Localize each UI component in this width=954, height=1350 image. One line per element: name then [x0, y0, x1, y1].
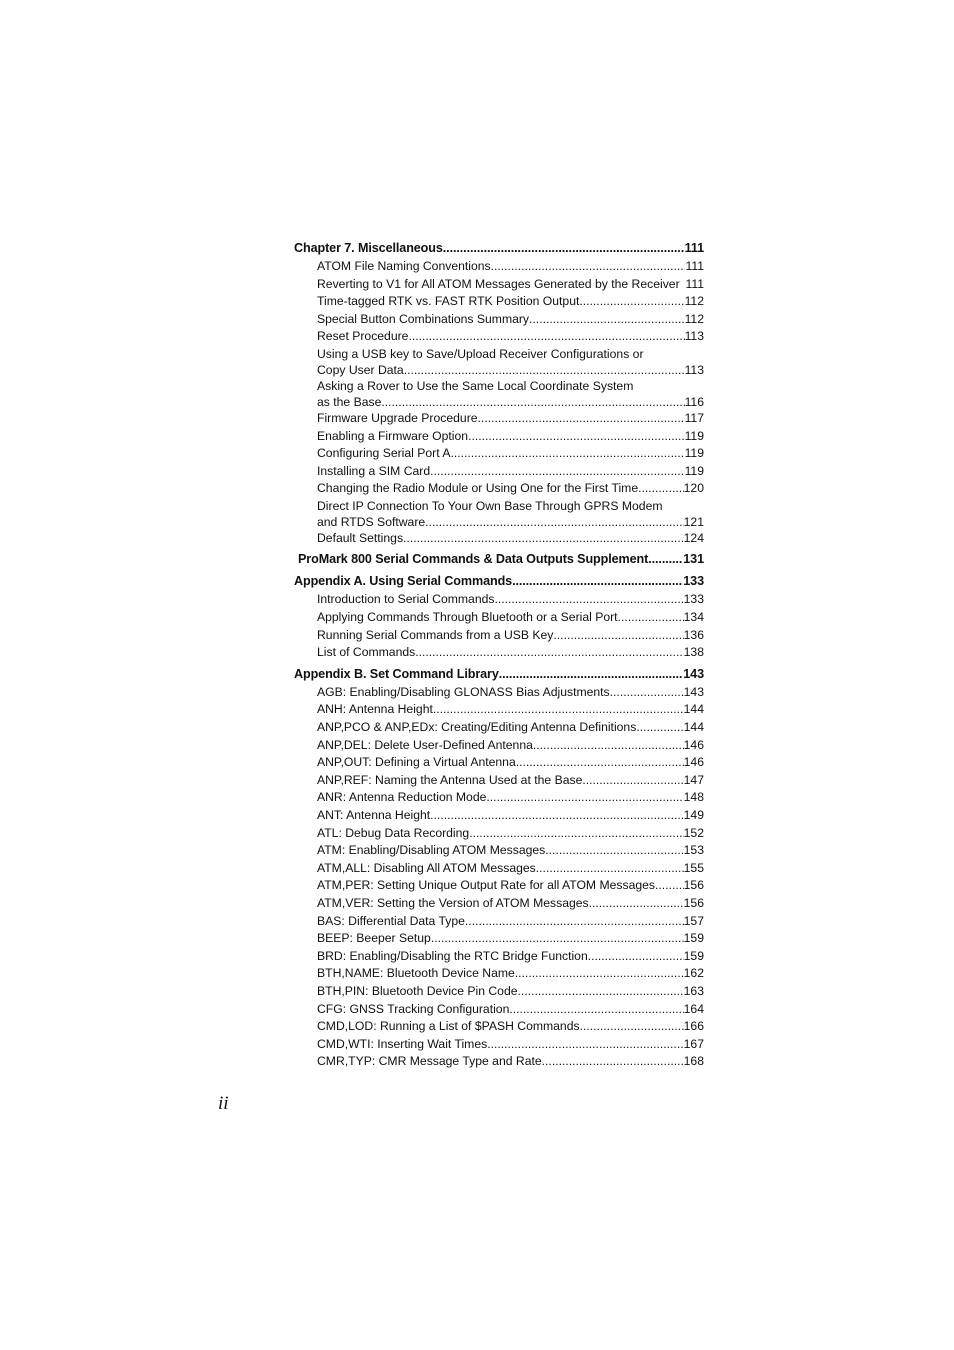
- toc-page-number: 134: [683, 610, 704, 625]
- toc-entry[interactable]: [294, 627, 704, 645]
- toc-title: ATM: Enabling/Disabling ATOM Messages: [317, 843, 546, 858]
- toc-page-number: 159: [683, 948, 704, 963]
- toc-page-number: 149: [683, 808, 704, 823]
- toc-entry[interactable]: [294, 514, 704, 530]
- toc-page-number: 120: [683, 481, 704, 496]
- toc-title: Copy User Data: [317, 362, 404, 377]
- dot-leader: [468, 428, 685, 446]
- dot-leader: [618, 609, 684, 627]
- toc-title: Chapter 7. Miscellaneous: [294, 241, 443, 255]
- toc-title: as the Base: [317, 394, 382, 409]
- toc-title: CMD,WTI: Inserting Wait Times: [317, 1036, 488, 1051]
- toc-title: Reverting to V1 for All ATOM Messages Generated by the Receiver: [317, 276, 680, 291]
- toc-entry[interactable]: [294, 754, 704, 772]
- page-number: ii: [218, 1093, 229, 1114]
- toc-title: BAS: Differential Data Type: [317, 913, 465, 928]
- toc-page-number: 157: [683, 913, 704, 928]
- dot-leader: [450, 445, 684, 463]
- toc-entry[interactable]: [294, 530, 704, 548]
- toc-entry[interactable]: [294, 930, 704, 948]
- toc-page-number: 156: [683, 878, 704, 893]
- dot-leader: [655, 877, 684, 895]
- toc-page-number: 164: [683, 1001, 704, 1016]
- dot-leader: [516, 754, 684, 772]
- toc-page-number: 143: [683, 684, 704, 699]
- table-of-contents: [294, 238, 704, 1071]
- dot-leader: [588, 948, 684, 966]
- toc-title: Changing the Radio Module or Using One for the First Time: [317, 481, 639, 496]
- toc-title: Time-tagged RTK vs. FAST RTK Position Output: [317, 294, 580, 309]
- toc-entry[interactable]: [294, 428, 704, 446]
- toc-page-number: 111: [685, 259, 704, 273]
- dot-leader: [610, 684, 684, 702]
- dot-leader: [582, 772, 683, 790]
- dot-leader: [430, 463, 684, 481]
- toc-page-number: 167: [683, 1036, 704, 1051]
- toc-page-number: 131: [683, 552, 704, 567]
- dot-leader: [494, 591, 683, 609]
- dot-leader: [415, 644, 683, 662]
- dot-leader: [469, 825, 683, 843]
- dot-leader: [499, 664, 684, 684]
- toc-entry[interactable]: [294, 983, 704, 1001]
- toc-page-number: 166: [683, 1019, 704, 1034]
- toc-chapter-heading[interactable]: [294, 664, 704, 684]
- toc-title: BTH,PIN: Bluetooth Device Pin Code: [317, 983, 518, 998]
- toc-entry[interactable]: [294, 591, 704, 609]
- dot-leader: [518, 983, 684, 1001]
- toc-page-number: 111: [684, 241, 704, 255]
- toc-title: List of Commands: [317, 645, 416, 660]
- toc-page-number: 113: [684, 329, 704, 344]
- toc-title: CFG: GNSS Tracking Configuration: [317, 1001, 510, 1016]
- toc-title: Configuring Serial Port A: [317, 446, 451, 461]
- toc-entry[interactable]: [294, 895, 704, 913]
- toc-page-number: 119: [684, 463, 704, 478]
- toc-entry[interactable]: [294, 609, 704, 627]
- dot-leader: [404, 362, 685, 378]
- toc-page-number: 121: [683, 514, 704, 529]
- toc-entry[interactable]: [294, 276, 704, 294]
- toc-page-number: 113: [684, 362, 704, 377]
- toc-title: ANR: Antenna Reduction Mode: [317, 790, 487, 805]
- dot-leader: [536, 860, 684, 878]
- toc-title: CMD,LOD: Running a List of $PASH Commands: [317, 1019, 580, 1034]
- toc-title: ATM,PER: Setting Unique Output Rate for all ATOM Messages: [317, 878, 656, 893]
- dot-leader: [512, 571, 683, 591]
- dot-leader: [425, 514, 683, 530]
- toc-page-number: 146: [683, 755, 704, 770]
- toc-title: CMR,TYP: CMR Message Type and Rate: [317, 1054, 542, 1069]
- toc-page-number: 168: [683, 1054, 704, 1069]
- toc-title: Enabling a Firmware Option: [317, 428, 469, 443]
- toc-entry[interactable]: [294, 311, 704, 329]
- toc-title: ANT: Antenna Height: [317, 808, 431, 823]
- dot-leader: [487, 1036, 683, 1054]
- toc-title: BEEP: Beeper Setup: [317, 931, 431, 946]
- toc-title: Special Button Combinations Summary: [317, 311, 530, 326]
- toc-page-number: 159: [683, 931, 704, 946]
- toc-page-number: 138: [683, 645, 704, 660]
- toc-chapter-heading[interactable]: [294, 571, 704, 591]
- toc-entry[interactable]: [294, 463, 704, 481]
- toc-entry[interactable]: [294, 948, 704, 966]
- dot-leader: [533, 737, 684, 755]
- toc-title: and RTDS Software: [317, 514, 426, 529]
- toc-page-number: 144: [683, 702, 704, 717]
- toc-entry[interactable]: [294, 1018, 704, 1036]
- toc-title: ProMark 800 Serial Commands & Data Outputs Supplement: [298, 552, 649, 567]
- toc-entry[interactable]: [294, 1001, 704, 1019]
- toc-page-number: 112: [684, 311, 704, 326]
- toc-page-number: 143: [683, 666, 704, 681]
- toc-entry[interactable]: [294, 860, 704, 878]
- toc-page-number: 148: [683, 790, 704, 805]
- toc-entry[interactable]: [294, 684, 704, 702]
- dot-leader: [648, 549, 683, 569]
- toc-entry[interactable]: [294, 328, 704, 346]
- toc-title: Applying Commands Through Bluetooth or a Serial Port: [317, 610, 618, 625]
- toc-title: ANP,OUT: Defining a Virtual Antenna: [317, 755, 516, 770]
- toc-entry[interactable]: [294, 913, 704, 931]
- toc-entry[interactable]: [294, 772, 704, 790]
- toc-title: Firmware Upgrade Procedure: [317, 410, 478, 425]
- toc-title: ATM,VER: Setting the Version of ATOM Messages: [317, 895, 589, 910]
- toc-title: ANH: Antenna Height: [317, 702, 433, 717]
- toc-title: Introduction to Serial Commands: [317, 592, 495, 607]
- toc-page-number: 116: [684, 394, 704, 409]
- dot-leader: [636, 719, 683, 737]
- toc-entry[interactable]: [294, 701, 704, 719]
- toc-entry-first-line: Using a USB key to Save/Upload Receiver Configurations or: [317, 346, 644, 361]
- toc-entry[interactable]: [294, 965, 704, 983]
- toc-page-number: 146: [683, 737, 704, 752]
- toc-entry[interactable]: [294, 445, 704, 463]
- toc-title: ANP,PCO & ANP,EDx: Creating/Editing Antenna Definitions: [317, 720, 637, 735]
- toc-entry[interactable]: [294, 362, 704, 378]
- toc-page-number: 152: [683, 825, 704, 840]
- toc-page-number: 133: [683, 592, 704, 607]
- toc-page-number: 112: [684, 294, 704, 309]
- toc-page-number: 136: [683, 627, 704, 642]
- toc-entry[interactable]: [294, 877, 704, 895]
- toc-page-number: 155: [683, 860, 704, 875]
- toc-entry[interactable]: [294, 825, 704, 843]
- toc-title: Running Serial Commands from a USB Key: [317, 627, 554, 642]
- toc-title: ANP,REF: Naming the Antenna Used at the Base: [317, 772, 583, 787]
- toc-entry[interactable]: [294, 807, 704, 825]
- dot-leader: [553, 627, 683, 645]
- toc-page-number: 119: [684, 446, 704, 461]
- dot-leader: [579, 293, 684, 311]
- dot-leader: [433, 701, 684, 719]
- toc-title: BTH,NAME: Bluetooth Device Name: [317, 966, 515, 981]
- toc-entry[interactable]: [294, 394, 704, 410]
- dot-leader: [545, 842, 683, 860]
- dot-leader: [381, 394, 684, 410]
- toc-entry[interactable]: [294, 480, 704, 498]
- dot-leader: [431, 930, 684, 948]
- toc-title: Appendix A. Using Serial Commands: [294, 574, 513, 589]
- dot-leader: [443, 238, 685, 258]
- toc-page-number: 124: [683, 530, 704, 545]
- toc-supplement-heading[interactable]: [294, 549, 704, 569]
- toc-page-number: 119: [684, 428, 704, 443]
- toc-entry-first-line: Asking a Rover to Use the Same Local Coordinate System: [317, 378, 634, 393]
- toc-page-number: 163: [683, 983, 704, 998]
- toc-title: Installing a SIM Card: [317, 463, 431, 478]
- dot-leader: [478, 410, 685, 428]
- toc-title: Appendix B. Set Command Library: [294, 666, 499, 681]
- toc-title: Reset Procedure: [317, 329, 409, 344]
- toc-entry[interactable]: [294, 789, 704, 807]
- dot-leader: [403, 530, 684, 548]
- toc-title: ATM,ALL: Disabling All ATOM Messages: [317, 860, 536, 875]
- toc-page-number: 111: [685, 276, 704, 291]
- dot-leader: [430, 807, 684, 825]
- dot-leader: [408, 328, 684, 346]
- toc-entry[interactable]: [294, 410, 704, 428]
- dot-leader: [529, 311, 685, 329]
- toc-page-number: 117: [684, 410, 704, 425]
- dot-leader: [589, 895, 684, 913]
- toc-page-number: 144: [683, 720, 704, 735]
- toc-chapter-heading[interactable]: [294, 238, 704, 258]
- toc-entry[interactable]: [294, 1036, 704, 1054]
- dot-leader: [465, 913, 684, 931]
- dot-leader: [638, 480, 684, 498]
- toc-page-number: 133: [683, 574, 704, 589]
- toc-entry[interactable]: [294, 644, 704, 662]
- toc-entry[interactable]: [294, 293, 704, 311]
- toc-entry[interactable]: [294, 842, 704, 860]
- toc-page-number: 153: [683, 843, 704, 858]
- toc-page-number: 147: [683, 772, 704, 787]
- toc-page-number: 162: [683, 966, 704, 981]
- dot-leader: [491, 258, 686, 276]
- dot-leader: [515, 965, 684, 983]
- toc-entry[interactable]: [294, 719, 704, 737]
- toc-title: AGB: Enabling/Disabling GLONASS Bias Adjustments: [317, 684, 610, 699]
- dot-leader: [542, 1053, 684, 1071]
- toc-title: BRD: Enabling/Disabling the RTC Bridge Function: [317, 948, 588, 963]
- toc-entry[interactable]: [294, 258, 704, 276]
- toc-entry[interactable]: [294, 737, 704, 755]
- toc-entry[interactable]: [294, 1053, 704, 1071]
- toc-entry-first-line: Direct IP Connection To Your Own Base Through GPRS Modem: [317, 498, 663, 513]
- toc-title: ANP,DEL: Delete User-Defined Antenna: [317, 737, 533, 752]
- dot-leader: [509, 1001, 683, 1019]
- dot-leader: [486, 789, 683, 807]
- toc-title: Default Settings: [317, 530, 404, 545]
- dot-leader: [580, 1018, 684, 1036]
- toc-title: ATOM File Naming Conventions: [317, 259, 491, 273]
- toc-title: ATL: Debug Data Recording: [317, 825, 470, 840]
- toc-page-number: 156: [683, 895, 704, 910]
